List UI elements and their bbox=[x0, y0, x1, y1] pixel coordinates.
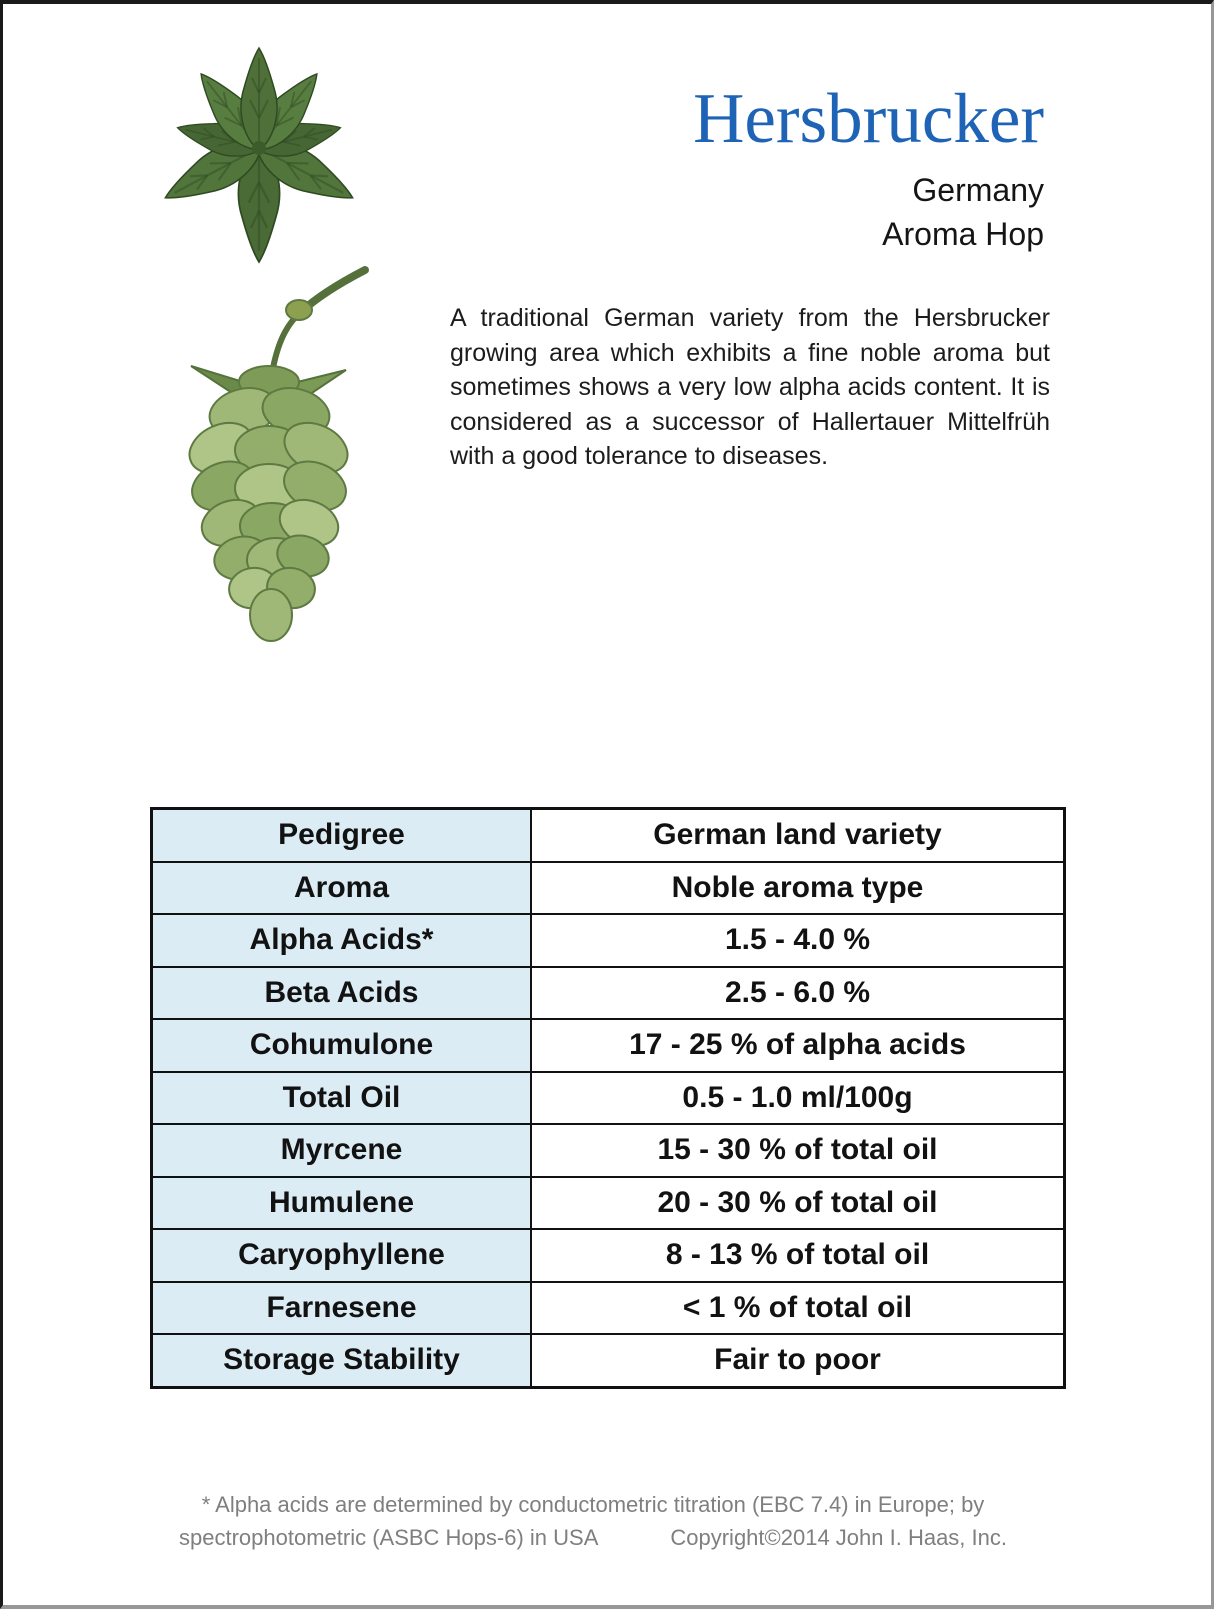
table-row bbox=[152, 1072, 1065, 1125]
table-row-value: 15 - 30 % of total oil bbox=[531, 1124, 1065, 1177]
table-row-value: 1.5 - 4.0 % bbox=[531, 914, 1065, 967]
table-row-value: Noble aroma type bbox=[531, 862, 1065, 915]
table-row-value: 2.5 - 6.0 % bbox=[531, 967, 1065, 1020]
table-row bbox=[152, 967, 1065, 1020]
table-row-label: Farnesene bbox=[152, 1282, 532, 1335]
table-row-value: Fair to poor bbox=[531, 1334, 1065, 1387]
table-row-value: 17 - 25 % of alpha acids bbox=[531, 1019, 1065, 1072]
table-row-value: German land variety bbox=[531, 809, 1065, 862]
table-row-value: 0.5 - 1.0 ml/100g bbox=[531, 1072, 1065, 1125]
table-row bbox=[152, 809, 1065, 862]
spec-table bbox=[150, 807, 1066, 1389]
table-row-label: Total Oil bbox=[152, 1072, 532, 1125]
page-title: Hersbrucker bbox=[693, 80, 1044, 158]
table-row bbox=[152, 1282, 1065, 1335]
hop-type-label: Aroma Hop bbox=[882, 216, 1044, 252]
table-row-label: Humulene bbox=[152, 1177, 532, 1230]
footnote bbox=[113, 1488, 1073, 1554]
table-row-label: Caryophyllene bbox=[152, 1229, 532, 1282]
table-row-label: Storage Stability bbox=[152, 1334, 532, 1387]
variety-description: A traditional German variety from the Hersbrucker growing area which exhibits a fine noble aroma but sometimes shows a very low alpha acids content. It is considered as a successor of Hallertauer Mittelfrüh with a good tolerance to diseases. bbox=[450, 304, 1050, 470]
table-row-value: 20 - 30 % of total oil bbox=[531, 1177, 1065, 1230]
table-row bbox=[152, 914, 1065, 967]
table-row-label: Beta Acids bbox=[152, 967, 532, 1020]
table-row-label: Aroma bbox=[152, 862, 532, 915]
footnote-line2: spectrophotometric (ASBC Hops-6) in USA bbox=[179, 1525, 599, 1550]
copyright-text: Copyright©2014 John I. Haas, Inc. bbox=[670, 1525, 1007, 1550]
table-row-label: Myrcene bbox=[152, 1124, 532, 1177]
table-row-label: Alpha Acids* bbox=[152, 914, 532, 967]
hop-cone-image bbox=[151, 260, 376, 655]
table-row bbox=[152, 1334, 1065, 1387]
table-row-value: < 1 % of total oil bbox=[531, 1282, 1065, 1335]
table-row-value: 8 - 13 % of total oil bbox=[531, 1229, 1065, 1282]
table-row bbox=[152, 1019, 1065, 1072]
table-row bbox=[152, 1229, 1065, 1282]
footnote-line1: * Alpha acids are determined by conductometric titration (EBC 7.4) in Europe; by bbox=[201, 1492, 985, 1517]
table-row bbox=[152, 1177, 1065, 1230]
table-row bbox=[152, 862, 1065, 915]
country-label: Germany bbox=[912, 172, 1044, 208]
table-row bbox=[152, 1124, 1065, 1177]
table-row-label: Cohumulone bbox=[152, 1019, 532, 1072]
table-row-label: Pedigree bbox=[152, 809, 532, 862]
hop-leaf-image bbox=[91, 30, 431, 270]
header bbox=[693, 80, 1044, 256]
